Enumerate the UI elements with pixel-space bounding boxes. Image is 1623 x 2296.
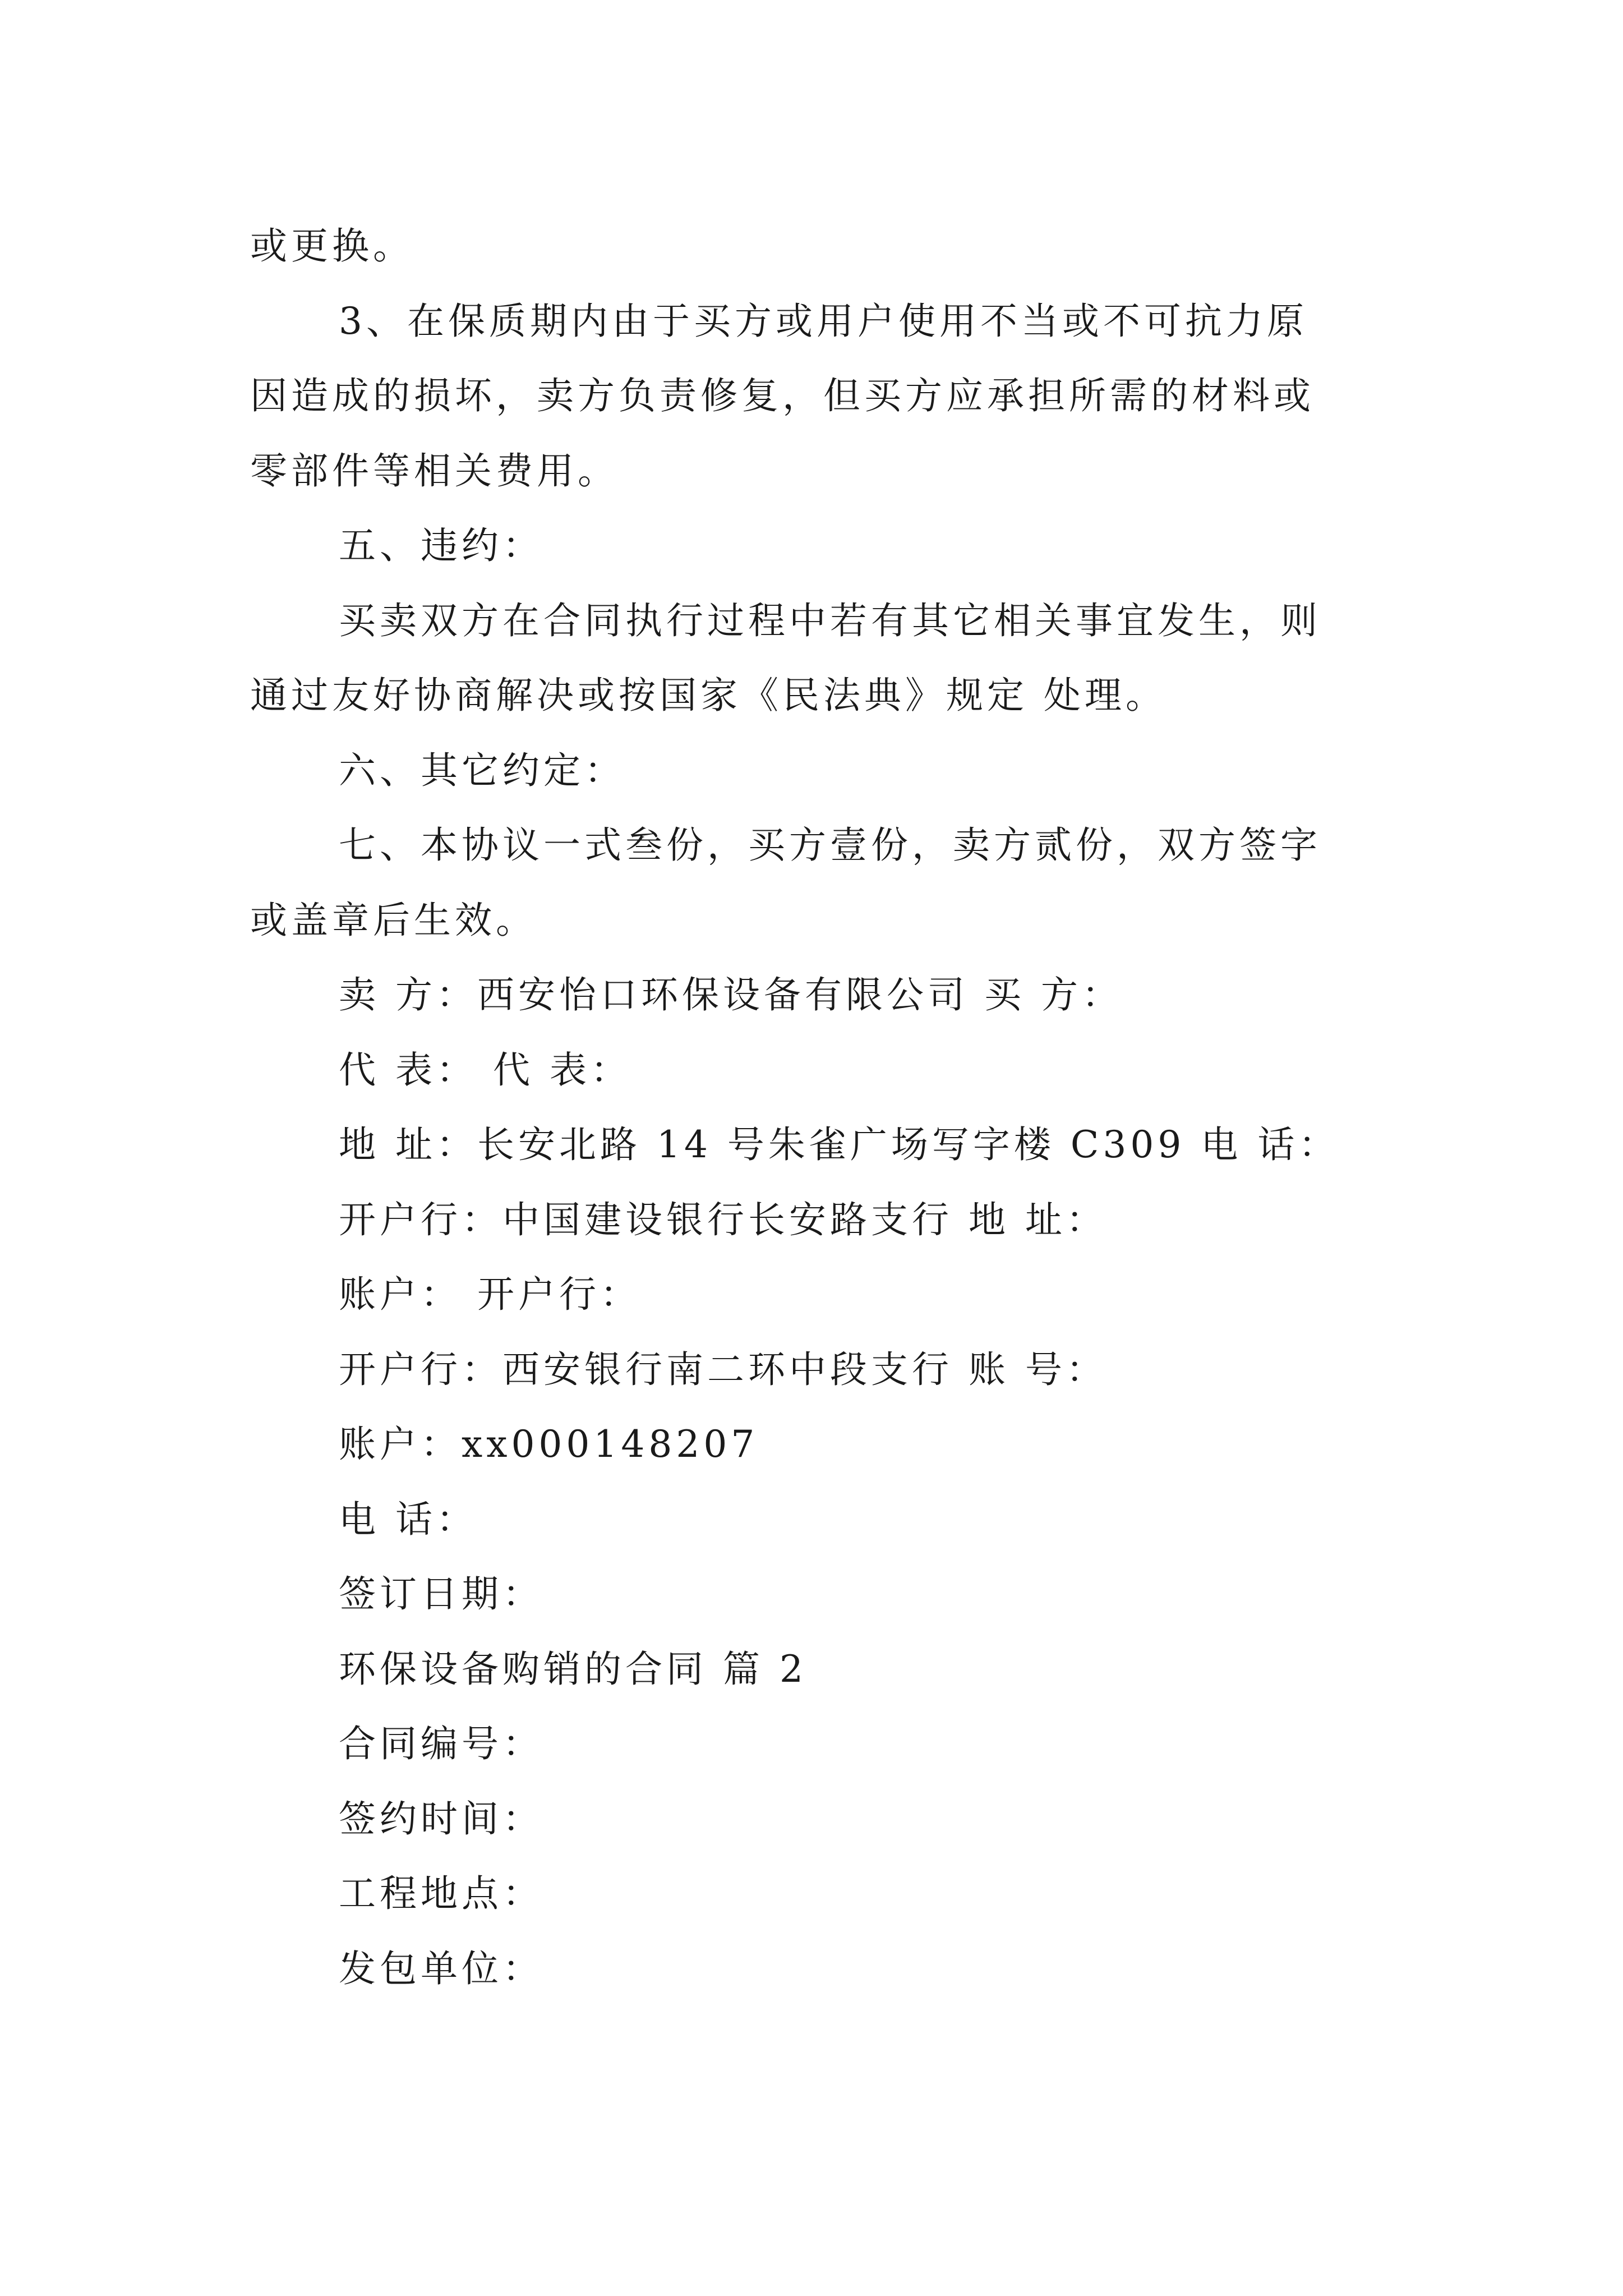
- text-line-6: 买卖双方在合同执行过程中若有其它相关事宜发生，则: [339, 599, 1321, 642]
- section-heading-other: 六、其它约定：: [339, 748, 625, 792]
- text-line-2: 3、在保质期内由于买方或用户使用不当或不可抗力原: [339, 299, 1308, 343]
- document-body: [250, 209, 1389, 2006]
- party-seller-buyer: 卖 方：西安怡口环保设备有限公司 买 方：: [339, 973, 1123, 1016]
- party-address-phone: 地 址：长安北路 14 号朱雀广场写字楼 C309 电 话：: [339, 1123, 1340, 1166]
- text-line-1: 或更换。: [250, 224, 414, 268]
- party-account-bank: 账户： 开户行：: [339, 1273, 641, 1316]
- project-location: 工程地点：: [339, 1872, 543, 1915]
- section-heading-breach: 五、违约：: [339, 524, 543, 567]
- text-line-7: 通过友好协商解决或按国家《民法典》规定 处理。: [250, 674, 1166, 717]
- party-representative: 代 表： 代 表：: [339, 1048, 631, 1092]
- party-phone: 电 话：: [339, 1497, 477, 1541]
- party-account-number: 账户：xx000148207: [339, 1423, 759, 1466]
- party-bank-account-no: 开户行：西安银行南二环中段支行 账 号：: [339, 1347, 1107, 1391]
- contracting-unit: 发包单位：: [339, 1947, 543, 1990]
- text-line-4: 零部件等相关费用。: [250, 449, 619, 493]
- contract-title-part-2: 环保设备购销的合同 篇 2: [339, 1647, 807, 1691]
- text-line-10: 或盖章后生效。: [250, 898, 537, 942]
- text-line-9: 七、本协议一式叁份，买方壹份，卖方贰份，双方签字: [339, 823, 1321, 867]
- signing-time: 签约时间：: [339, 1797, 543, 1841]
- contract-number: 合同编号：: [339, 1722, 543, 1765]
- text-line-3: 因造成的损坏，卖方负责修复，但买方应承担所需的材料或: [250, 374, 1315, 417]
- signing-date: 签订日期：: [339, 1572, 543, 1616]
- party-bank-address: 开户行：中国建设银行长安路支行 地 址：: [339, 1198, 1107, 1241]
